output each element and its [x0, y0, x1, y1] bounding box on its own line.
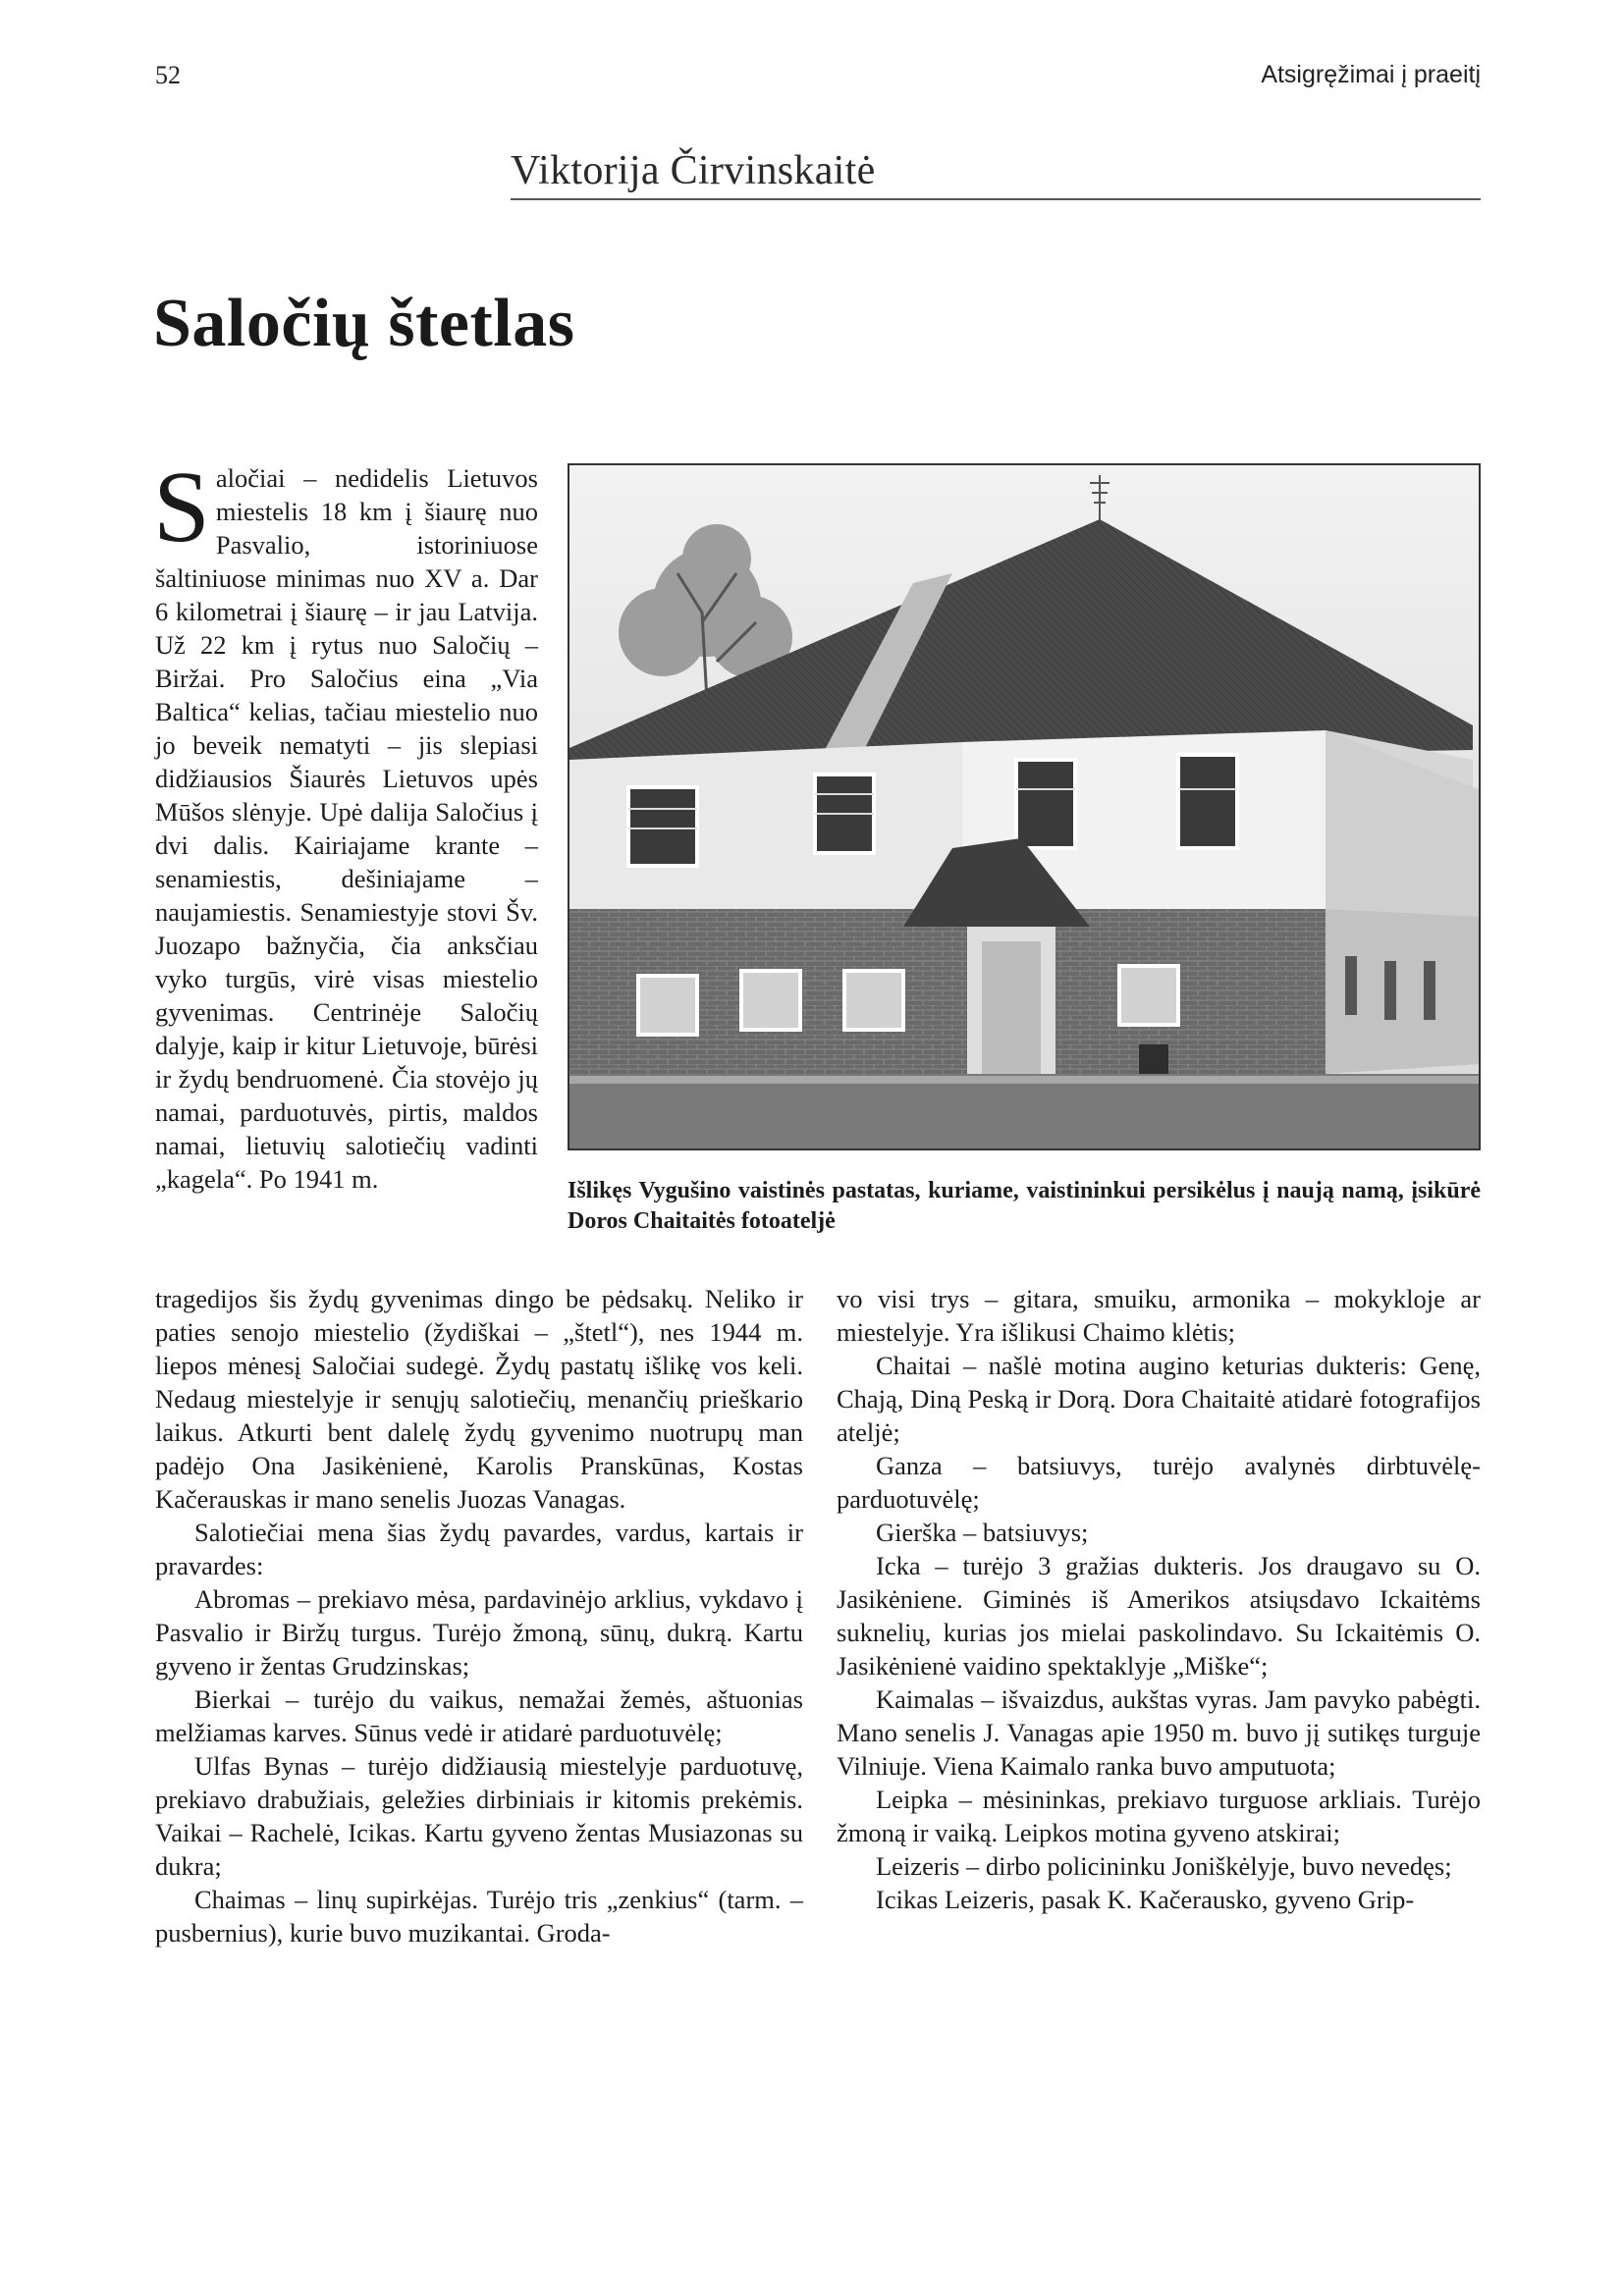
- article-author: Viktorija Čirvinskaitė: [511, 147, 1481, 200]
- building-photo-illustration: [569, 465, 1479, 1148]
- intro-text: aločiai – nedidelis Lietuvos miestelis 18 km į šiaurę nuo Pasvalio, istoriniuose šaltiniuose minimas nuo XV a. Dar 6 kilometrai į šiaurę – ir jau Latvija. Už 22 km į rytus nuo Saločių – Biržai. Pro Saločius eina „Via Baltica“ kelias, tačiau miestelio nuo jo beveik nematyti – jis slepiasi didžiausios Šiaurės Lietuvos upės Mūšos slėnyje. Upė dalija Saločius į dvi dalis. Kairiajame krante – senamiestis, dešiniajame – naujamiestis. Senamiestyje stovi Šv. Juozapo bažnyčia, čia anksčiau vyko turgūs, virė visas miestelio gyvenimas. Centrinėje Saločių dalyje, kaip ir kitur Lietuvoje, būrėsi ir žydų bendruomenė. Čia stovėjo jų namai, parduotuvės, pirtis, maldos namai, lietuvių salotiečių vadinti „kagela“. Po 1941 m.: [155, 463, 538, 1194]
- figure-caption: Išlikęs Vygušino vaistinės pastatas, kuriame, vaistininkui persikėlus į naują namą, įsikūrė Doros Chaitaitės fotoateljė: [568, 1178, 1481, 1234]
- left-column: [155, 1282, 803, 1949]
- paragraph: Leizeris – dirbo policininku Joniškėlyje, buvo nevedęs;: [876, 1851, 1452, 1881]
- building-photo: [568, 463, 1481, 1150]
- running-head: Atsigręžimai į praeitį: [1261, 61, 1481, 88]
- paragraph: Ulfas Bynas – turėjo didžiausią miestelyje parduotuvę, prekiavo drabužiais, geležies dirbiniais ir kitomis prekėmis. Vaikai – Rachelė, Icikas. Kartu gyveno žentas Musiazonas su dukra;: [155, 1751, 803, 1881]
- drop-cap: S: [153, 451, 210, 563]
- page-number: 52: [155, 61, 181, 89]
- paragraph: Kaimalas – išvaizdus, aukštas vyras. Jam pavyko pabėgti. Mano senelis J. Vanagas apie 1950 m. buvo jį sutikęs turguje Vilniuje. Viena Kaimalo ranka buvo amputuota;: [837, 1684, 1481, 1781]
- article-title: Saločių štetlas: [153, 286, 575, 361]
- paragraph: Icka – turėjo 3 gražias dukteris. Jos draugavo su O. Jasikėniene. Giminės iš Amerikos atsiųsdavo Ickaitėms suknelių, kurias jos mielai paskolindavo. Su Ickaitėmis O. Jasikėnienė vaidino spektaklyje „Miške“;: [837, 1551, 1481, 1681]
- paragraph: Icikas Leizeris, pasak K. Kačerausko, gyveno Grip-: [876, 1885, 1415, 1914]
- paragraph: Chaimas – linų supirkėjas. Turėjo tris „zenkius“ (tarm. – pusbernius), kurie buvo muzikantai. Groda-: [155, 1885, 803, 1948]
- paragraph: tragedijos šis žydų gyvenimas dingo be pėdsakų. Neliko ir paties senojo miestelio (žydiškai – „štetl“), nes 1944 m. liepos mėnesį Saločiai sudegė. Žydų pastatų išlikę vos keli. Nedaug miestelyje ir senųjų salotiečių, menančių prieškario laikus. Atkurti bent dalelę žydų gyvenimo nuotrupų man padėjo Ona Jasikėnienė, Karolis Pranskūnas, Kostas Kačerauskas ir mano senelis Juozas Vanagas.: [155, 1284, 803, 1514]
- paragraph: Salotiečiai mena šias žydų pavardes, vardus, kartais ir pravardes:: [155, 1518, 803, 1580]
- paragraph: Gierška – batsiuvys;: [876, 1518, 1089, 1547]
- paragraph: vo visi trys – gitara, smuiku, armonika – mokykloje ar miestelyje. Yra išlikusi Chaimo klėtis;: [837, 1284, 1481, 1347]
- paragraph: Chaitai – našlė motina augino keturias dukteris: Genę, Chają, Diną Peską ir Dorą. Dora Chaitaitė atidarė fotografijos ateljė;: [837, 1351, 1481, 1447]
- right-column: [837, 1282, 1481, 1916]
- intro-paragraph: [153, 451, 538, 1196]
- paragraph: Bierkai – turėjo du vaikus, nemažai žemės, aštuonias melžiamas karves. Sūnus vedė ir atidarė parduotuvėlę;: [155, 1684, 803, 1747]
- paragraph: Abromas – prekiavo mėsa, pardavinėjo arklius, vykdavo į Pasvalio ir Biržų turgus. Turėjo žmoną, sūnų, dukrą. Kartu gyveno ir žentas Grudzinskas;: [155, 1584, 803, 1681]
- paragraph: Leipka – mėsininkas, prekiavo turguose arkliais. Turėjo žmoną ir vaiką. Leipkos motina gyveno atskirai;: [837, 1785, 1481, 1847]
- paragraph: Ganza – batsiuvys, turėjo avalynės dirbtuvėlę-parduotuvėlę;: [837, 1451, 1481, 1514]
